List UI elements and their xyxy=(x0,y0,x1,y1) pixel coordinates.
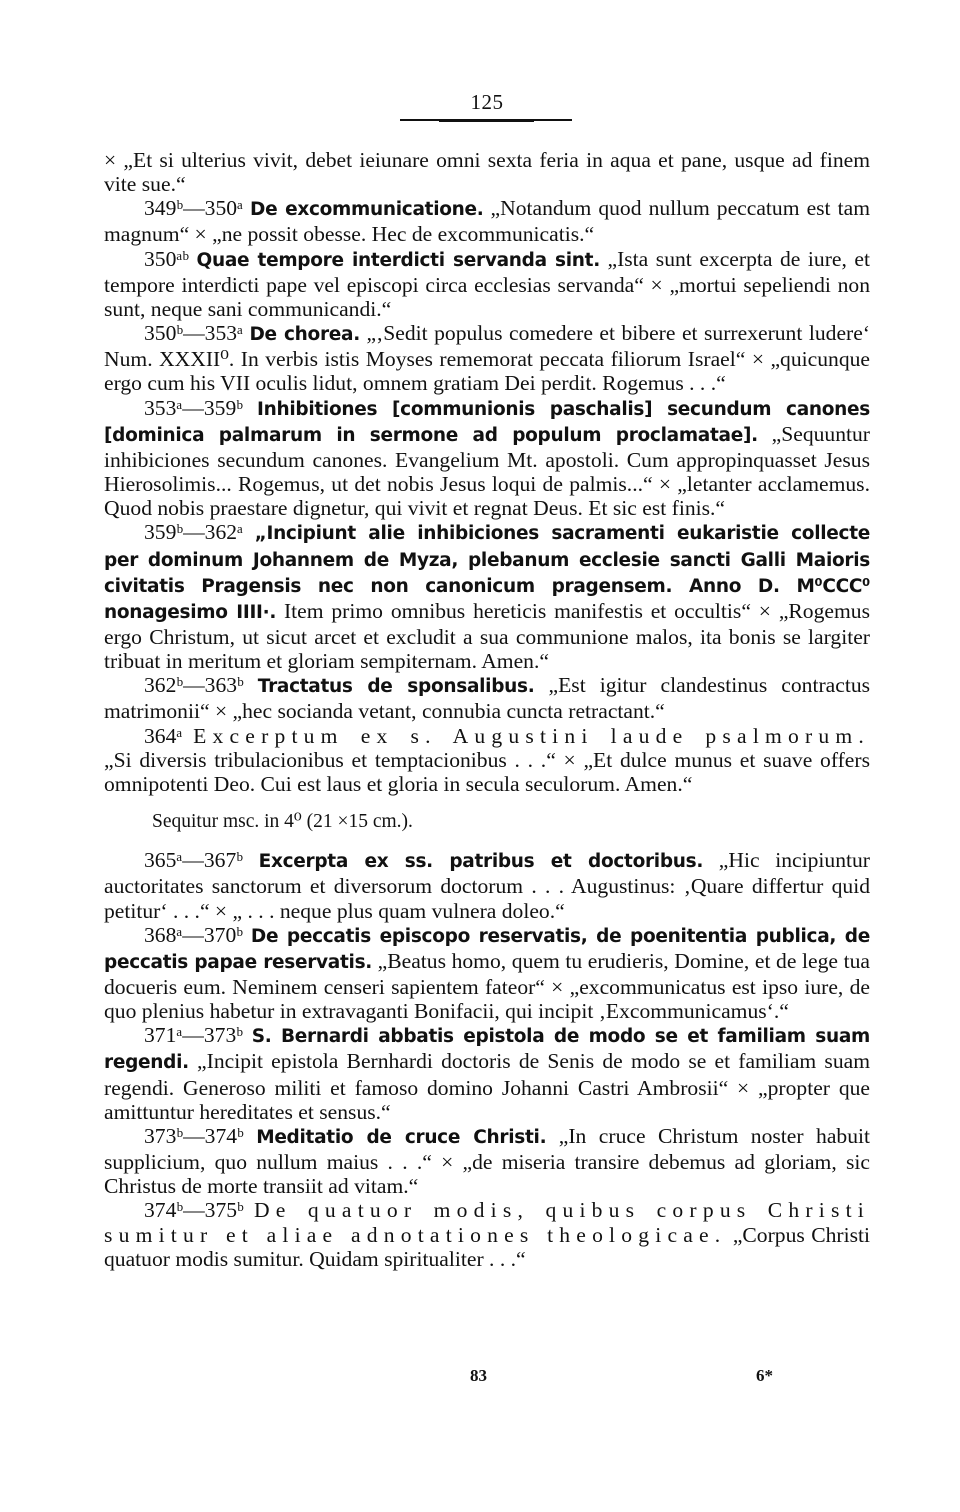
catalog-entry xyxy=(104,1023,870,1124)
folio-range: 371ᵃ—373ᵇ xyxy=(144,1023,243,1048)
entry-text: Item primo omnibus hereticis manifestis et occultis“ × „Rogemus ergo Christum, ut sicut arcet et excludit a sua communione malos, ita bonis se largiter tribuat in meritum et gloriam sempiternam. Amen.“ xyxy=(104,598,870,674)
catalog-entry xyxy=(104,520,870,673)
catalog-entry xyxy=(104,321,870,395)
header-rule-thick xyxy=(439,119,534,122)
folio-range: 350ᵃᵇ xyxy=(144,246,189,271)
entry-text: „Incipit epistola Bernhardi doctoris de Senis de modo se et familiam suam regendi. Generoso militi et famoso domino Johanni Castri Ambrosii“ × „propter que amittuntur hereditates et sensus.“ xyxy=(104,1049,870,1124)
folio-range: 374ᵇ—375ᵇ xyxy=(144,1198,244,1223)
folio-range: 368ᵃ—370ᵇ xyxy=(144,922,243,947)
catalog-entry xyxy=(104,848,870,922)
catalog-entry xyxy=(104,724,870,796)
footer-gathering-mark: 6* xyxy=(756,1366,773,1385)
entry-heading: Tractatus de sponsalibus. xyxy=(257,676,535,698)
entry-text: „Ista sunt excerpta de iure, et tempore interdicti pape vel episcopi circa ecclesias servanda“ × „mortui sepeliendi non sunt, neque sani communicandi.“ xyxy=(104,246,870,321)
catalog-entry xyxy=(104,1198,870,1270)
entry-heading-spaced: Excerptum ex s. Augustini laude psalmorum. xyxy=(193,723,870,748)
entry-heading: Excerpta ex ss. patribus et doctoribus. xyxy=(258,851,704,873)
folio-range: 365ᵃ—367ᵇ xyxy=(144,848,243,873)
folio-range: 350ᵇ—353ᵃ xyxy=(144,321,243,346)
catalog-entry xyxy=(104,923,870,1024)
folio-range: 362ᵇ—363ᵇ xyxy=(144,673,244,698)
catalog-entry xyxy=(104,196,870,246)
entry-text: „Hic incipiuntur auctoritates sanctorum et diversorum doctorum . . . Augustinus: ‚Quare differtur quid petitur‘ . . .“ × „ . . . neque plus quam vulnera doleo.“ xyxy=(104,848,870,923)
entry-heading: Meditatio de cruce Christi. xyxy=(256,1126,547,1148)
folio-range: 373ᵇ—374ᵇ xyxy=(144,1123,244,1148)
entry-text: × „Et si ulterius vivit, debet ieiunare omni sexta feria in aqua et pane, usque ad finem vite sue.“ xyxy=(104,148,870,197)
entry-text: „Est igitur clandestinus contractus matrimonii“ × „hec socianda vetant, connubia cuncta retractant.“ xyxy=(104,673,871,724)
entry-heading: „Incipiunt alie inhibiciones sacramenti eukaristie collecte per dominum Johannem de Myza, plebanum ecclesie sancti Galli Maioris civitatis Pragensis nec non canonicum pragensem. Anno D. M⁰CCC⁰ nonagesimo IIII·. xyxy=(104,523,870,623)
catalog-entry xyxy=(104,1124,870,1198)
entry-heading: Quae tempore interdicti servanda sint. xyxy=(196,249,600,271)
folio-range: 349ᵇ—350ᵃ xyxy=(144,196,243,221)
catalog-entry xyxy=(104,396,870,521)
entry-group-2 xyxy=(104,848,870,1271)
entry-text: „Si diversis tribulacionibus et temptacionibus . . .“ × „Et dulce munus et suave offers omnipotenti Deo. Cui est laus et gloria in secula seculorum. Amen.“ xyxy=(104,747,870,796)
entry-heading: Inhibitiones [communionis paschalis] secundum canones [dominica palmarum in sermone ad populum proclamatae]. xyxy=(104,398,871,446)
catalog-entry xyxy=(104,673,870,723)
folio-range: 353ᵃ—359ᵇ xyxy=(144,395,243,420)
entry-heading: De excommunicatione. xyxy=(250,199,484,221)
entry-heading: S. Bernardi abbatis epistola de modo se et familiam suam regendi. xyxy=(104,1026,870,1074)
entry-group-1 xyxy=(104,148,870,796)
page-number: 125 xyxy=(470,90,504,114)
entry-text: „Beatus homo, quem tu erudieris, Domine, et de lege tua docueris eum. Neminem censeri sapientem fateor“ × „excommunicatus est ipso iure, de quo plenius habetur in extravaganti Bonifacii, qui incipit ‚Excommunicamus‘.“ xyxy=(104,948,870,1024)
section-note: Sequitur msc. in 4⁰ (21 ×15 cm.). xyxy=(152,811,413,833)
entry-text: „Corpus Christi quatuor modis sumitur. Quidam spiritualiter . . .“ xyxy=(104,1222,870,1271)
entry-heading: De peccatis episcopo reservatis, de poenitentia publica, de peccatis papae reservatis. xyxy=(104,925,870,973)
catalog-entry xyxy=(104,247,870,321)
folio-range: 364ᵃ xyxy=(144,723,183,748)
entry-heading-spaced: De quatuor modis, quibus corpus Christi sumitur et aliae adnotationes theologicae. xyxy=(104,1198,871,1247)
entry-text: „‚Sedit populus comedere et bibere et surrexerunt ludere‘ Num. XXXII⁰. In verbis istis Moyses rememorat peccata filiorum Israel“ × „quicunque ergo cum his VII oculis lidut, omnem gratiam Dei perdit. Rogemus . . .“ xyxy=(104,321,870,396)
entry-heading: De chorea. xyxy=(249,324,360,346)
entry-text: „In cruce Christum noster habuit supplicium, quo nullum maius . . .“ × „de miseria transire debemus ad gloriam, sic Christus de morte transiit ad vitam.“ xyxy=(104,1123,870,1199)
entry-text: „Notandum quod nullum peccatum est tam magnum“ × „ne possit obesse. Hec de excommunicatis.“ xyxy=(104,196,870,247)
footer-signature: 83 xyxy=(470,1366,487,1385)
catalog-entry xyxy=(104,148,870,196)
folio-range: 359ᵇ—362ᵃ xyxy=(144,520,243,545)
catalog-body xyxy=(104,148,870,1271)
entry-text: „Sequuntur inhibiciones secundum canones. Evangelium Mt. apostoli. Cum appropinquasset Jesus Hierosolimis... Rogemus, ut det nobis Jesus loqui de palmis...“ × „letanter acclamemus. Quod nobis praestare dignetur, qui vivit et regnat Deus. Et sic est finis.“ xyxy=(104,421,870,521)
